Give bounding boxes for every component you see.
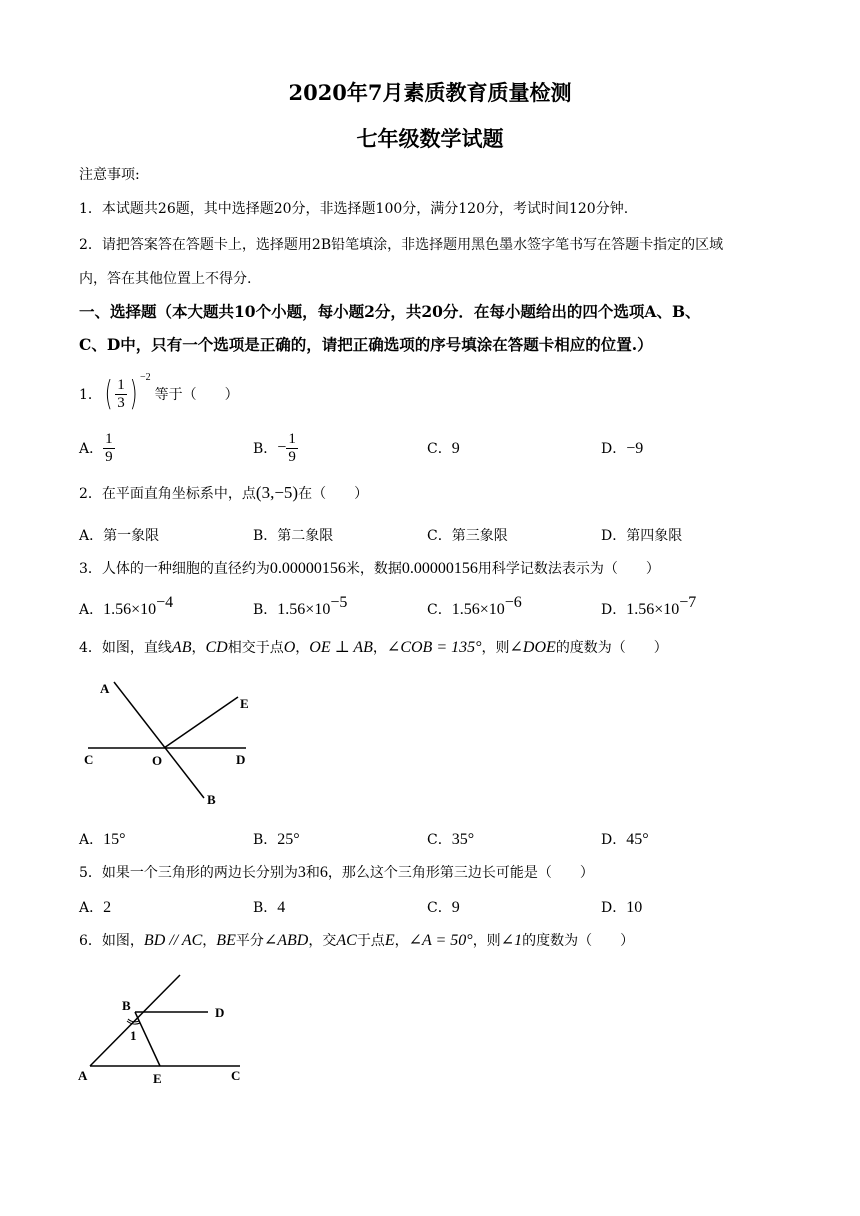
question-6-stem-mid2: ，交: [308, 933, 337, 949]
right-paren: ): [129, 374, 138, 414]
value: 6: [319, 864, 328, 881]
label-angle-1: 1: [130, 1028, 137, 1043]
option-value: 35°: [451, 831, 475, 848]
option-value: 9: [451, 440, 460, 457]
exponent: −5: [330, 594, 348, 611]
option-label: D．: [601, 602, 627, 618]
angle-abd: ∠ABD: [263, 932, 309, 949]
q4-figure: [80, 676, 260, 810]
question-3-stem: 3．人体的一种细胞的直径约为: [79, 561, 270, 577]
question-5: [79, 862, 594, 882]
option-label: D．: [601, 900, 627, 916]
separator: ，: [295, 640, 310, 656]
exponent: −4: [156, 594, 174, 611]
line-ab-extended: [90, 975, 180, 1066]
option-value: 25°: [277, 831, 300, 848]
q2-option-b: B．第二象限: [253, 528, 334, 544]
label-d: D: [236, 752, 246, 767]
option-value: 2: [103, 899, 112, 916]
fraction: [115, 377, 127, 412]
option-label: D．: [601, 441, 627, 457]
label-c: C: [231, 1068, 241, 1083]
label-a: A: [100, 681, 110, 696]
option-label: C．: [427, 832, 452, 848]
fraction: [286, 431, 298, 466]
question-6-stem: 6．如图，: [79, 933, 144, 949]
angle-a-condition: ∠A = 50°: [408, 932, 473, 949]
option-value: 1.56×10: [451, 601, 505, 618]
separator: ，: [202, 933, 217, 949]
section-heading-cont: C、D中，只有一个选项是正确的，请把正确选项的序号填涂在答题卡相应的位置.）: [79, 335, 653, 354]
q4-option-b: [253, 829, 300, 849]
option-label: A．: [79, 602, 104, 618]
q1-option-b: [253, 428, 298, 468]
question-6: [79, 930, 634, 950]
line-ab: AB: [171, 639, 192, 656]
q1-option-d: [601, 438, 643, 458]
notes-item-2: 2．请把答案答在答题卡上，选择题用2B铅笔填涂，非选择题用黑色墨水签字笔书写在答题卡指定的区域: [79, 237, 724, 253]
option-value: 10: [626, 899, 643, 916]
notes-heading: 注意事项:: [79, 167, 140, 183]
question-2-stem-end: 在（ ）: [298, 486, 369, 502]
angle-condition: ∠COB = 135°: [386, 639, 482, 656]
question-6-stem-end: 的度数为（ ）: [522, 933, 635, 949]
q5-option-b: [253, 897, 285, 917]
line-be: BE: [216, 932, 236, 949]
option-label: A．: [79, 832, 104, 848]
minus-sign: −: [277, 439, 287, 456]
question-4-stem: 4．如图，直线: [79, 640, 172, 656]
point-e: E: [384, 932, 395, 949]
q1-option-c: [427, 438, 460, 458]
separator: ，: [372, 640, 387, 656]
question-3: [79, 558, 660, 578]
separator: ，: [394, 933, 409, 949]
question-number: 1．: [79, 387, 102, 403]
label-a: A: [78, 1068, 88, 1083]
exponent: −6: [504, 594, 522, 611]
notes-item-2-cont: 内，答在其他位置上不得分.: [79, 271, 252, 287]
option-value: 1.56×10: [626, 601, 680, 618]
question-4-stem-end: 的度数为（ ）: [555, 640, 668, 656]
denominator: 9: [288, 448, 296, 465]
numerator: 1: [117, 376, 125, 393]
label-e: E: [153, 1071, 162, 1086]
q2-option-d: D．第四象限: [601, 528, 683, 544]
line-ac: AC: [336, 932, 357, 949]
conjunction: 和: [305, 865, 320, 881]
q4-option-a: [79, 829, 126, 849]
value: 3: [297, 864, 306, 881]
option-label: A．: [79, 900, 104, 916]
line-be: [135, 1012, 160, 1066]
angle-arc: [128, 1019, 139, 1022]
question-4-stem-mid2: ，则: [481, 640, 510, 656]
label-e: E: [240, 696, 249, 711]
option-label: A．: [79, 441, 104, 457]
section-heading: 一、选择题（本大题共10个小题，每小题2分，共20分．在每小题给出的四个选项A、B、: [79, 302, 701, 321]
question-6-stem-mid4: ，则: [472, 933, 501, 949]
point-coordinates: (3,−5): [255, 483, 299, 502]
numerator: 1: [288, 430, 296, 447]
option-value: 45°: [626, 831, 649, 848]
label-d: D: [215, 1005, 225, 1020]
q3-option-b: [253, 594, 348, 619]
value: 0.00000156: [401, 560, 478, 577]
label-b: B: [207, 792, 216, 807]
q3-option-a: [79, 594, 174, 619]
option-label: C．: [427, 441, 452, 457]
question-1: [79, 370, 239, 418]
question-6-stem-mid3: 于点: [356, 933, 385, 949]
line-ab: [114, 682, 204, 798]
q2-option-c: C．第三象限: [427, 528, 508, 544]
question-5-stem: 5．如果一个三角形的两边长分别为: [79, 865, 298, 881]
target-angle: ∠DOE: [509, 639, 556, 656]
q2-option-a: A．第一象限: [79, 528, 160, 544]
option-label: D．: [601, 832, 627, 848]
page-title: 2020年7月素质教育质量检测: [288, 80, 572, 105]
label-b: B: [122, 998, 131, 1013]
q6-figure: [76, 968, 256, 1088]
denominator: 3: [117, 394, 125, 411]
option-value: 1.56×10: [277, 601, 331, 618]
left-paren: (: [104, 374, 113, 414]
exponent: −7: [679, 594, 697, 611]
q1-option-a: [79, 428, 115, 468]
q5-option-a: [79, 897, 111, 917]
option-label: B．: [253, 832, 278, 848]
parallel-condition: BD // AC: [143, 932, 203, 949]
option-value: −9: [626, 440, 644, 457]
question-6-stem-mid: 平分: [235, 933, 264, 949]
option-value: 15°: [103, 831, 126, 848]
exponent: −2: [139, 372, 151, 383]
option-label: B．: [253, 900, 278, 916]
q5-option-c: [427, 897, 460, 917]
question-4: [79, 637, 668, 657]
question-5-stem-end: ，那么这个三角形第三边长可能是（ ）: [327, 865, 594, 881]
question-3-stem-mid: 米，数据: [345, 561, 402, 577]
perpendicular-condition: OE ⊥ AB: [309, 639, 373, 656]
numerator: 1: [105, 430, 113, 447]
fraction: [103, 431, 115, 466]
question-2: [79, 483, 368, 503]
label-o: O: [152, 753, 163, 768]
ray-oe: [164, 697, 238, 748]
option-label: C．: [427, 602, 452, 618]
page-subtitle: 七年级数学试题: [356, 126, 504, 151]
denominator: 9: [105, 448, 113, 465]
option-value: 9: [451, 899, 460, 916]
notes-item-1: 1．本试题共26题，其中选择题20分，非选择题100分，满分120分，考试时间120分钟.: [79, 201, 629, 217]
q5-option-d: [601, 897, 642, 917]
option-value: 1.56×10: [103, 601, 157, 618]
target-angle: ∠1: [500, 932, 523, 949]
q4-option-d: [601, 829, 649, 849]
option-label: B．: [253, 602, 278, 618]
line-cd: CD: [205, 639, 228, 656]
option-label: C．: [427, 900, 452, 916]
question-1-stem: 等于（ ）: [154, 387, 239, 403]
q4-option-c: [427, 829, 474, 849]
label-c: C: [84, 752, 94, 767]
value: 0.00000156: [269, 560, 346, 577]
point-o: O: [283, 639, 296, 656]
option-value: 4: [277, 899, 286, 916]
question-3-stem-end: 用科学记数法表示为（ ）: [477, 561, 660, 577]
option-label: B．: [253, 441, 278, 457]
separator: ，: [191, 640, 206, 656]
question-4-stem-mid: 相交于点: [227, 640, 284, 656]
question-2-stem: 2．在平面直角坐标系中，点: [79, 486, 256, 502]
q3-option-d: [601, 594, 697, 619]
q3-option-c: [427, 594, 522, 619]
